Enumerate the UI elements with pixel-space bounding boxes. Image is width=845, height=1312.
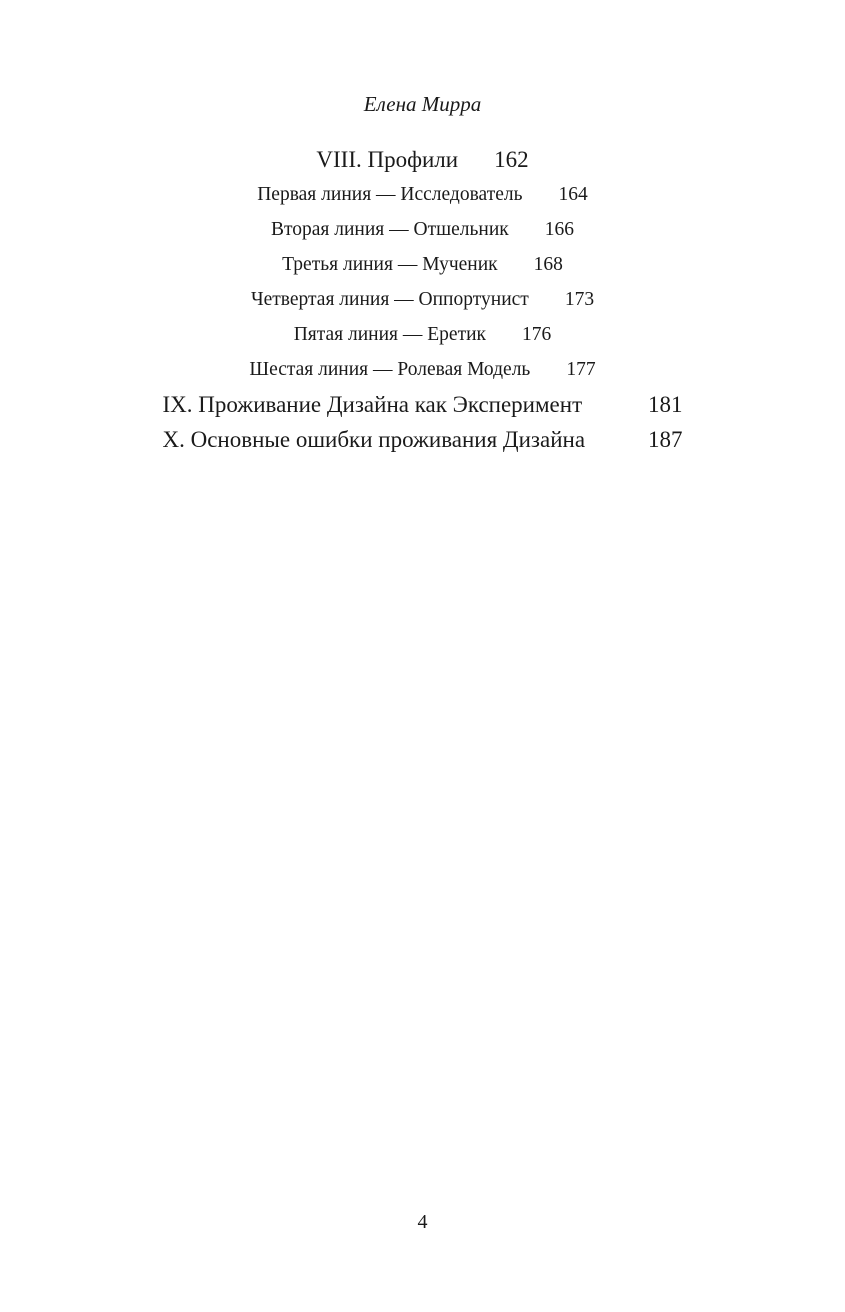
toc-entry-title: Вторая линия — Отшельник bbox=[270, 219, 509, 240]
toc-entry-page: 168 bbox=[533, 254, 563, 275]
toc-entry-page: 181 bbox=[648, 392, 683, 417]
toc-entry-title: X. Основные ошибки проживания Дизайна bbox=[162, 427, 586, 452]
toc-entry-title: IX. Проживание Дизайна как Эксперимент bbox=[162, 392, 583, 417]
toc-entry-page: 164 bbox=[558, 184, 588, 205]
toc-entry-chapter-9 bbox=[163, 387, 683, 422]
toc-entry-section bbox=[0, 282, 845, 317]
toc-entry-title: Четвертая линия — Оппортунист bbox=[250, 289, 529, 310]
toc-entry-section bbox=[0, 247, 845, 282]
toc-entry-section bbox=[0, 212, 845, 247]
toc-entry-page: 187 bbox=[648, 427, 683, 452]
toc-entry-page: 176 bbox=[522, 324, 552, 345]
toc-entry-page: 166 bbox=[544, 219, 575, 240]
toc-entry-section bbox=[0, 317, 845, 352]
toc-entry-title: VIII. Профили bbox=[316, 147, 459, 172]
toc-entry-section bbox=[0, 177, 845, 212]
toc-entry-chapter-10 bbox=[163, 422, 683, 457]
table-of-contents bbox=[0, 142, 845, 457]
toc-entry-title: Пятая линия — Еретик bbox=[293, 324, 487, 345]
toc-entry-title: Первая линия — Исследователь bbox=[257, 184, 523, 205]
running-head: Елена Мирра bbox=[363, 92, 482, 116]
toc-entry-title: Третья линия — Мученик bbox=[282, 254, 498, 275]
toc-entry-page: 162 bbox=[494, 147, 529, 172]
page-number: 4 bbox=[417, 1211, 428, 1233]
toc-entry-chapter-8 bbox=[0, 142, 845, 177]
toc-entry-page: 177 bbox=[566, 359, 596, 380]
toc-entry-title: Шестая линия — Ролевая Модель bbox=[249, 359, 531, 380]
toc-entry-page: 173 bbox=[564, 289, 595, 310]
toc-entry-section bbox=[0, 352, 845, 387]
